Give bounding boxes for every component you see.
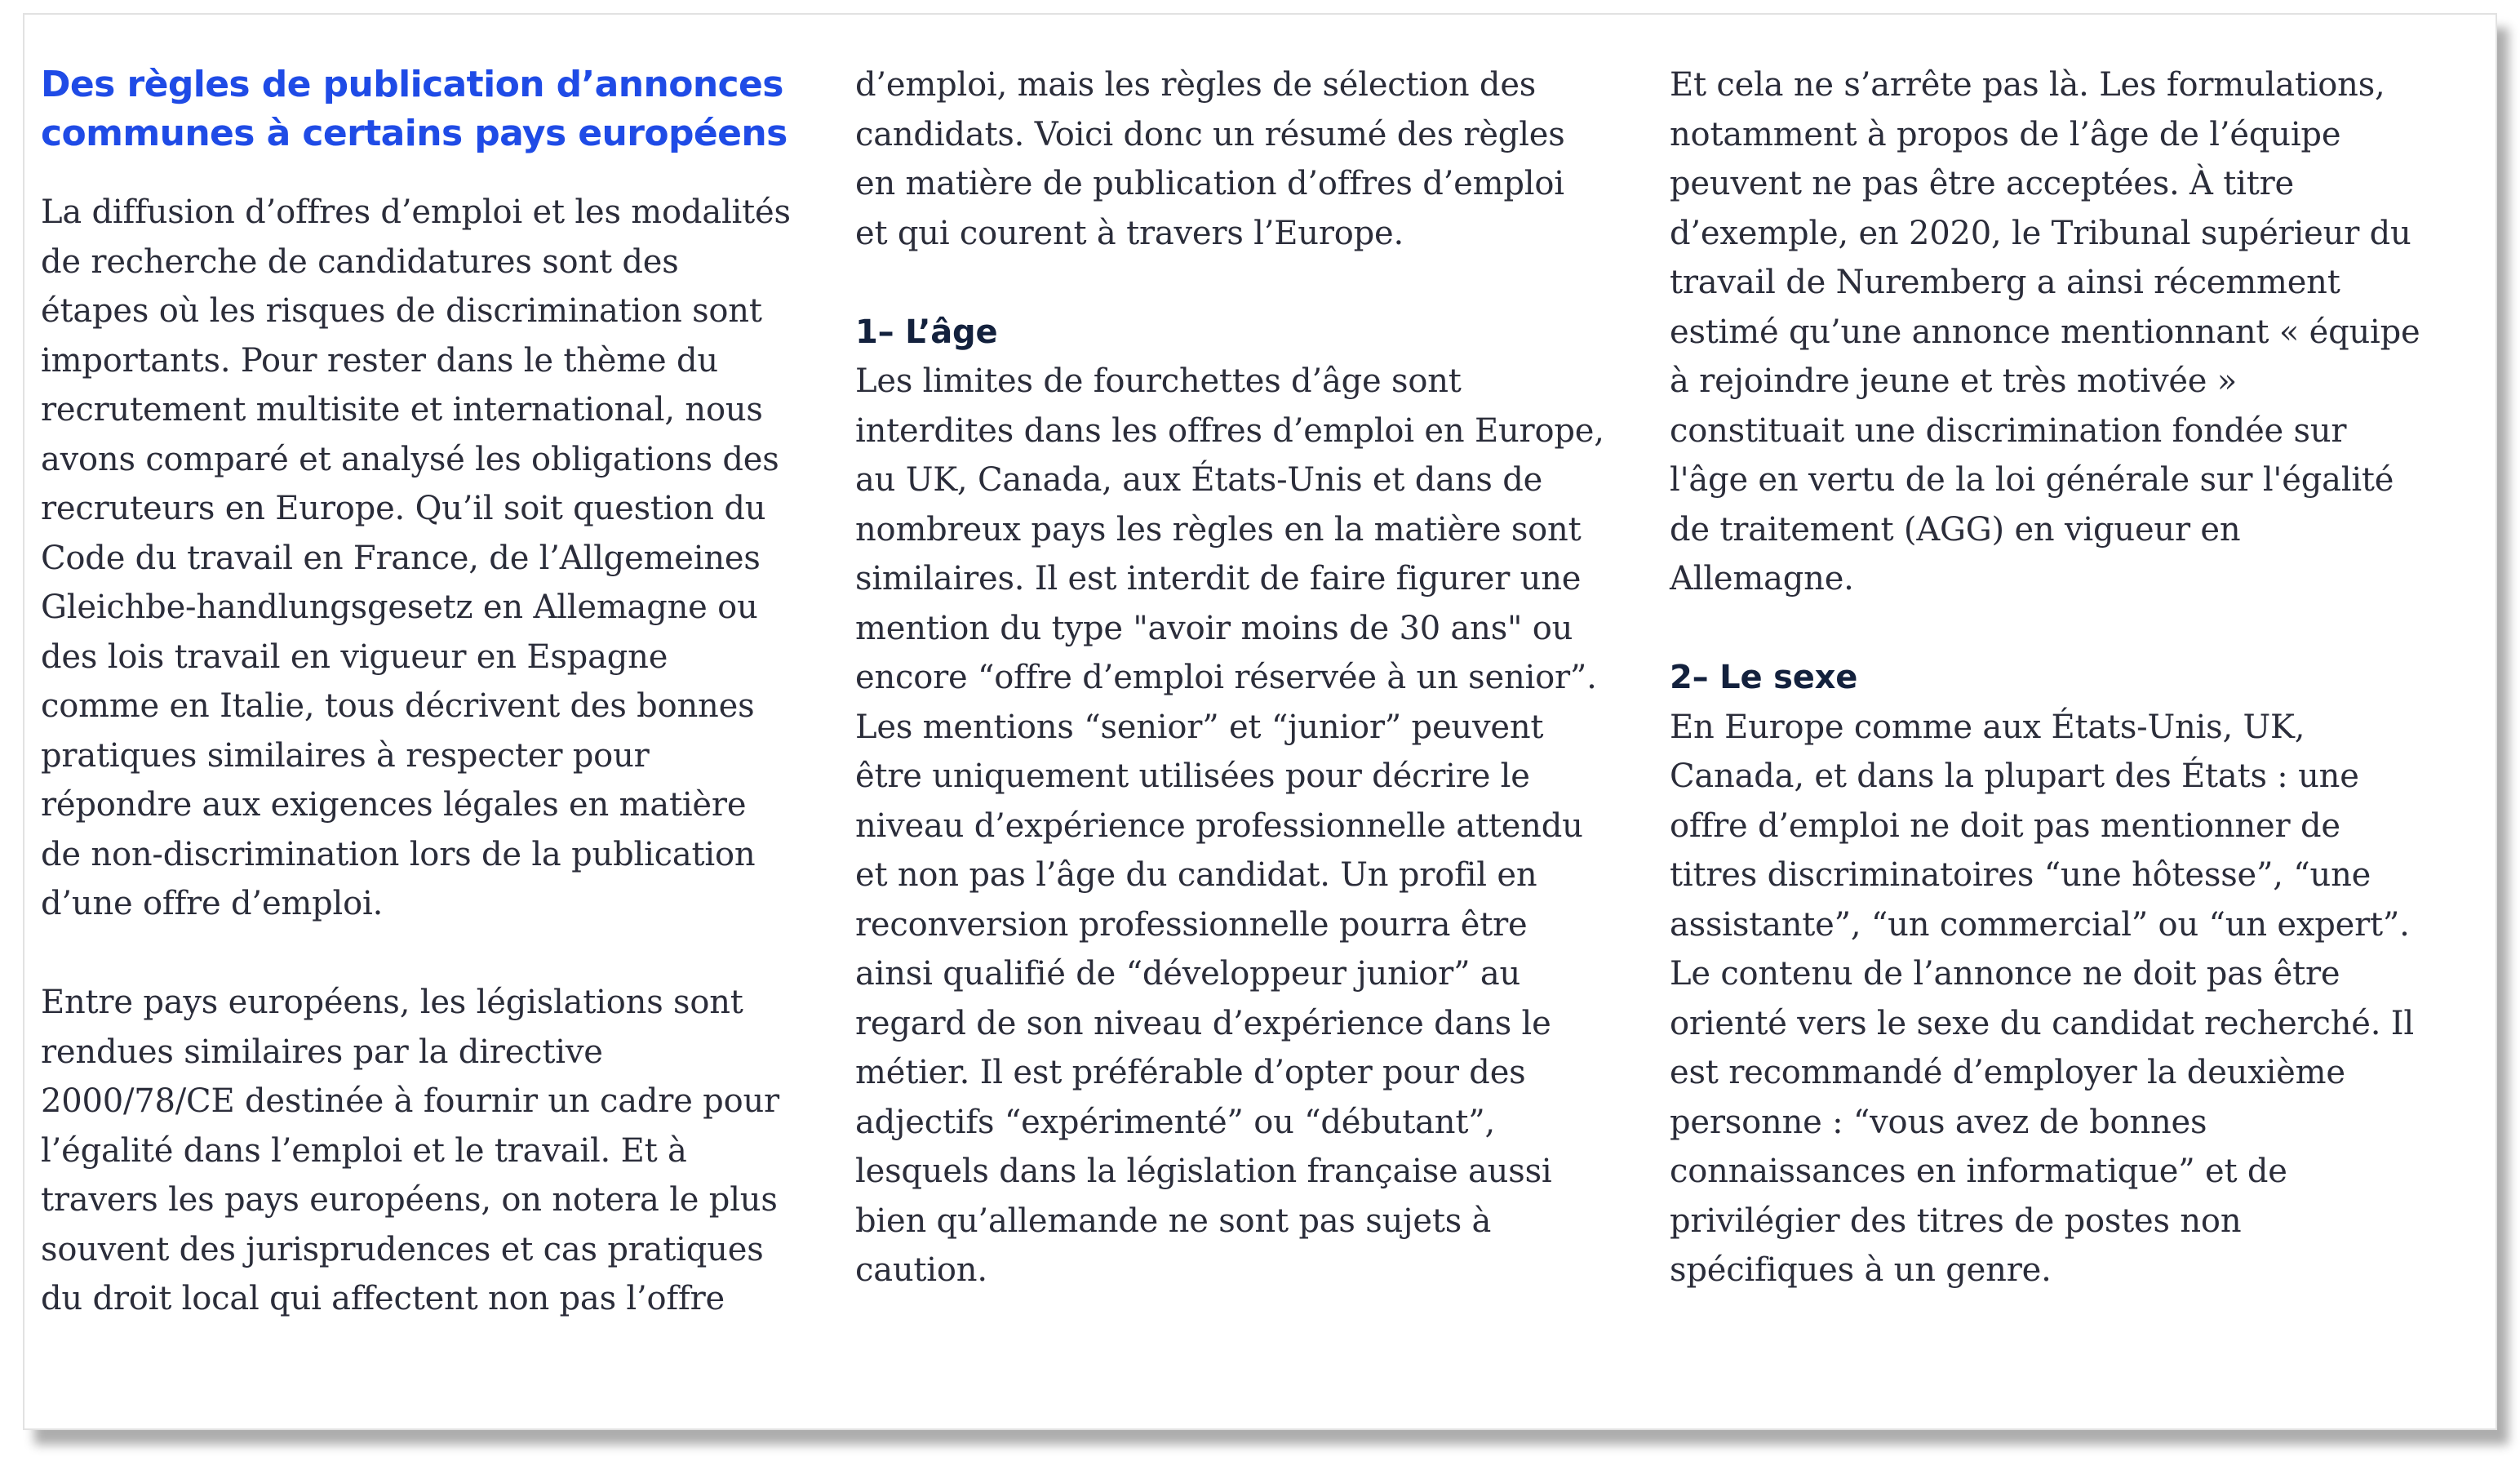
paragraph-continuation: d’emploi, mais les règles de sélection des candidats. Voici donc un résumé des règles en matière de publication d’offres d’emploi et qui courent à travers l’Europe. (855, 66, 1565, 252)
paragraph-age-example: Et cela ne s’arrête pas là. Les formulations, notamment à propos de l’âge de l’équipe peuvent ne pas être acceptées. À titre d’exemple, en 2020, le Tribunal supérieur du travail de Nuremberg a ainsi récemment estimé qu’une annonce mentionnant « équipe à rejoindre jeune et très motivée » constituait une discrimination fondée sur l'âge en vertu de la loi générale sur l'égalité de traitement (AGG) en vigueur en Allemagne. (1670, 66, 2420, 598)
spacer (41, 158, 792, 188)
article-title: Des règles de publication d’annonces communes à certains pays européens (41, 64, 788, 154)
spacer (855, 258, 1606, 308)
section-sex-title: 2– Le sexe (1670, 659, 1858, 696)
column-2 (855, 60, 1606, 1295)
paragraph-directive: Entre pays européens, les législations sont rendues similaires par la directive 2000/78/CE destinée à fournir un cadre pour l’égalité dans l’emploi et le travail. Et à travers les pays européens, on notera le plus souvent des jurisprudences et cas pratiques du droit local qui affectent non pas l’offre (41, 984, 779, 1317)
article-card (23, 13, 2497, 1430)
section-age-title: 1– L’âge (855, 313, 998, 351)
column-3 (1670, 60, 2420, 1295)
paragraph-intro: La diffusion d’offres d’emploi et les modalités de recherche de candidatures sont des étapes où les risques de discrimination sont importants. Pour rester dans le thème du recrutement multisite et international, nous avons comparé et analysé les obligations des recruteurs en Europe. Qu’il soit question du Code du travail en France, de l’Allgemeines Gleichbe-handlungsgesetz en Allemagne ou des lois travail en vigueur en Espagne comme en Italie, tous décrivent des bonnes pratiques similaires à respecter pour répondre aux exigences légales en matière de non-discrimination lors de la publication d’une offre d’emploi. (41, 193, 791, 922)
section-age-body: Les limites de fourchettes d’âge sont interdites dans les offres d’emploi en Europe, au UK, Canada, aux États-Unis et dans de nombreux pays les règles en la matière sont similaires. Il est interdit de faire figurer une mention du type "avoir moins de 30 ans" ou encore “offre d’emploi réservée à un senior”. Les mentions “senior” et “junior” peuvent être uniquement utilisées pour décrire le niveau d’expérience professionnelle attendu et non pas l’âge du candidat. Un profil en reconversion professionnelle pourra être ainsi qualifié de “développeur junior” au regard de son niveau d’expérience dans le métier. Il est préférable d’opter pour des adjectifs “expérimenté” ou “débutant”, lesquels dans la législation française aussi bien qu’allemande ne sont pas sujets à caution. (855, 362, 1604, 1289)
spacer (1670, 604, 2420, 654)
section-sex-body: En Europe comme aux États-Unis, UK, Canada, et dans la plupart des États : une offre d’emploi ne doit pas mentionner de titres discriminatoires “une hôtesse”, “une assistante”, “un commercial” ou “un expert”. Le contenu de l’annonce ne doit pas être orienté vers le sexe du candidat recherché. Il est recommandé d’employer la deuxième personne : “vous avez de bonnes connaissances en informatique” et de privilégier des titres de postes non spécifiques à un genre. (1670, 708, 2414, 1289)
column-1 (41, 60, 792, 1324)
spacer (41, 929, 792, 979)
